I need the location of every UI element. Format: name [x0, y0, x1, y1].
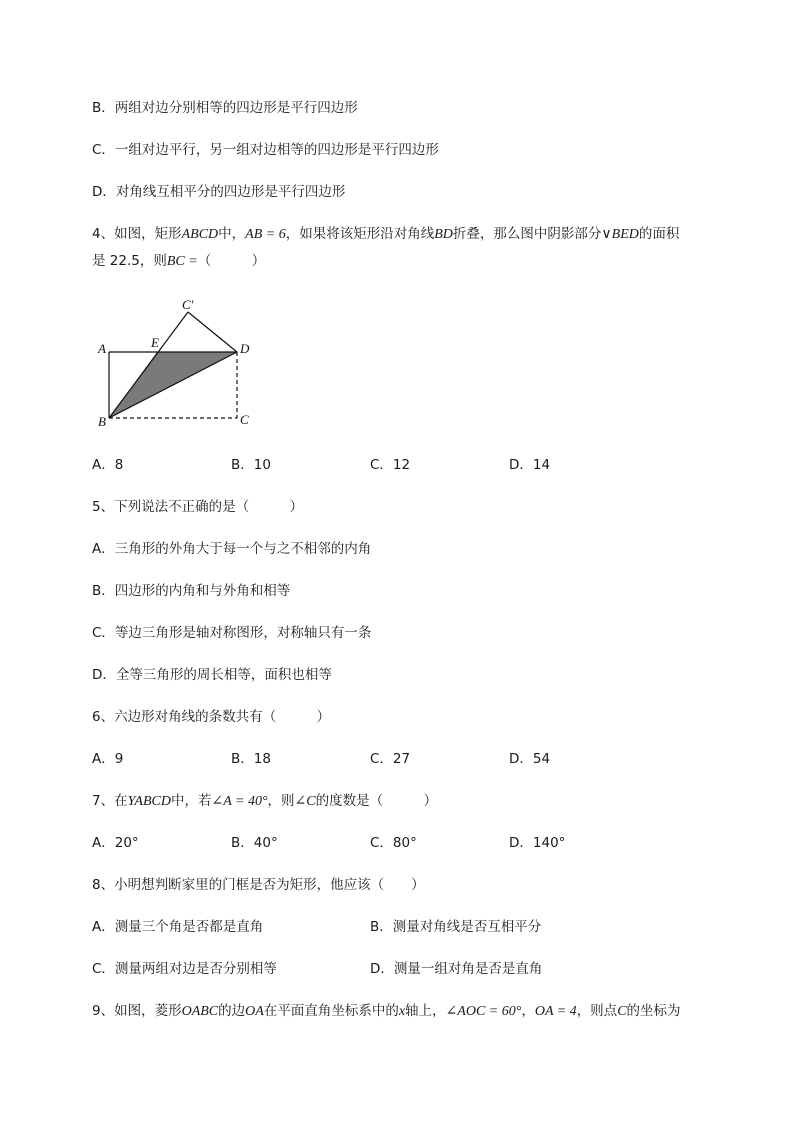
q7-math-angle-a: ∠A = 40° — [211, 794, 268, 809]
q9-math-angle: ∠AOC = 60° — [445, 1004, 522, 1019]
q4-text: 4、如图，矩形 — [92, 226, 182, 242]
q7-option-b: B．40° — [231, 835, 278, 851]
q8-option-c: C．测量两组对边是否分别相等 — [92, 961, 277, 977]
q4-math-bc: BC = — [166, 254, 198, 269]
q7-option-d: D．140° — [509, 835, 566, 851]
q6-option-a: A．9 — [92, 751, 124, 767]
q4-text: 中， — [218, 226, 246, 242]
q4-math-triangle: ∨BED — [601, 227, 639, 242]
q4-stem-line1 — [92, 224, 679, 245]
q7-text: 中，若 — [170, 793, 212, 809]
q4-math-abcd: ABCD — [181, 227, 219, 242]
label-c: C — [240, 412, 249, 427]
q4-rectangle-fold-figure — [92, 292, 272, 432]
q4-option-b: B．10 — [231, 457, 271, 473]
q8-option-a: A．测量三个角是否都是直角 — [92, 919, 264, 935]
q9-math-oa: OA — [245, 1004, 264, 1019]
q5-option-d: D．全等三角形的周长相等，面积也相等 — [92, 667, 332, 683]
q4-stem-line2 — [92, 251, 265, 272]
q9-text: ， — [521, 1003, 535, 1019]
q7-stem — [92, 791, 437, 812]
q7-option-a: A．20° — [92, 835, 139, 851]
q4-option-a: A．8 — [92, 457, 124, 473]
q3-option-c: C．一组对边平行，另一组对边相等的四边形是平行四边形 — [92, 142, 439, 158]
q4-text: 的面积 — [638, 226, 680, 242]
q9-stem — [92, 1001, 681, 1022]
q9-math-c: C — [617, 1004, 627, 1019]
label-b: B — [98, 414, 106, 429]
q9-text: 在平面直角坐标系中的 — [263, 1003, 399, 1019]
q7-option-c: C．80° — [370, 835, 417, 851]
q4-text: 是 22.5，则 — [92, 253, 167, 269]
q8-option-d: D．测量一组对角是否是直角 — [370, 961, 543, 977]
q9-text: 的边 — [218, 1003, 246, 1019]
label-c-prime: C′ — [182, 297, 194, 312]
q5-stem: 5、下列说法不正确的是（ ） — [92, 499, 304, 515]
q6-option-c: C．27 — [370, 751, 411, 767]
q7-math-parallelogram: YABCD — [127, 794, 171, 809]
q9-text: 轴上， — [405, 1003, 446, 1019]
q9-math-x: x — [398, 1004, 406, 1019]
q9-text: ，则点 — [576, 1003, 618, 1019]
q4-text: （ ） — [197, 253, 266, 269]
q5-option-c: C．等边三角形是轴对称图形，对称轴只有一条 — [92, 625, 372, 641]
q4-option-c: C．12 — [370, 457, 411, 473]
q4-option-d: D．14 — [509, 457, 551, 473]
q9-text: 9、如图，菱形 — [92, 1003, 182, 1019]
label-d: D — [240, 341, 250, 356]
q6-option-b: B．18 — [231, 751, 271, 767]
q9-math-oabc: OABC — [181, 1004, 219, 1019]
q3-option-d: D．对角线互相平分的四边形是平行四边形 — [92, 184, 346, 200]
q4-math-ab: AB = 6 — [245, 227, 286, 242]
q4-math-bd: BD — [434, 227, 453, 242]
label-a: A — [98, 341, 106, 356]
q6-stem: 6、六边形对角线的条数共有（ ） — [92, 709, 331, 725]
q3-option-b: B．两组对边分别相等的四边形是平行四边形 — [92, 100, 358, 116]
q9-math-oa-eq: OA = 4 — [534, 1004, 577, 1019]
q8-stem: 8、小明想判断家里的门框是否为矩形，他应该（ ） — [92, 877, 425, 893]
q6-option-d: D．54 — [509, 751, 551, 767]
q7-text: 7、在 — [92, 793, 128, 809]
q4-text: ，如果将该矩形沿对角线 — [285, 226, 435, 242]
label-e: E — [151, 335, 159, 350]
segment-c-prime-d — [188, 312, 237, 352]
q8-option-b: B．测量对角线是否互相平分 — [370, 919, 542, 935]
q7-text: ，则 — [267, 793, 295, 809]
q9-text: 的坐标为 — [626, 1003, 681, 1019]
q7-text: 的度数是（ ） — [315, 793, 438, 809]
q5-option-a: A．三角形的外角大于每一个与之不相邻的内角 — [92, 541, 372, 557]
q4-text: 折叠，那么图中阴影部分 — [452, 226, 602, 242]
q7-math-angle-c: ∠C — [294, 794, 316, 809]
q5-option-b: B．四边形的内角和与外角和相等 — [92, 583, 291, 599]
